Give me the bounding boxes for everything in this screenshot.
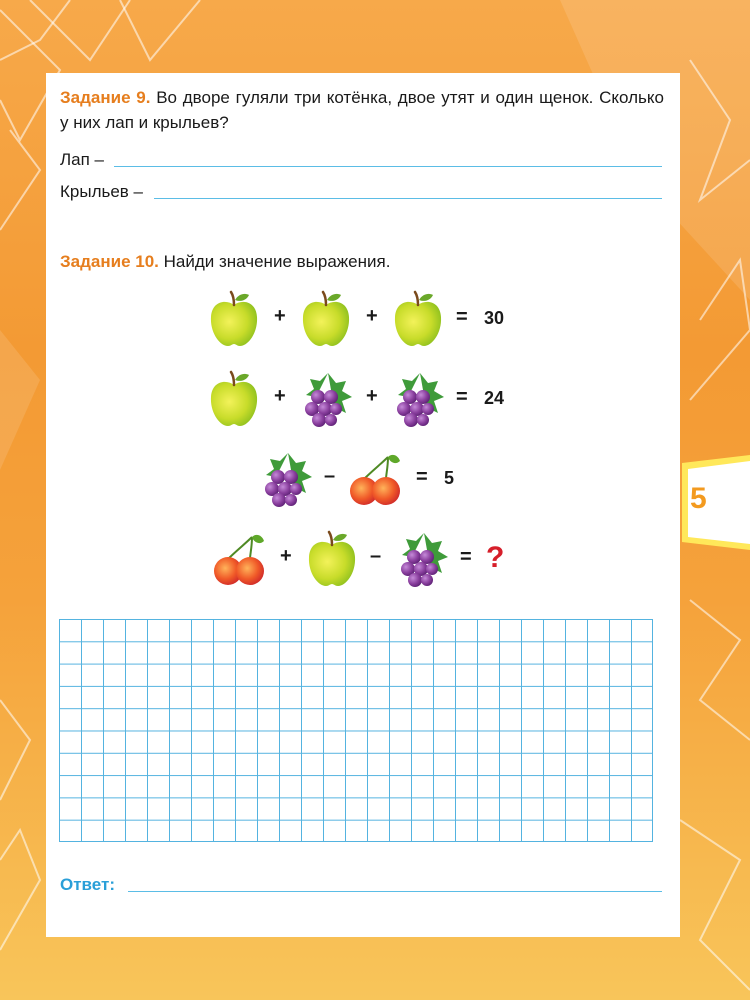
apple-icon — [206, 369, 262, 429]
calculation-grid[interactable] — [59, 619, 653, 842]
apple-icon — [206, 289, 262, 349]
task-9-title: Задание 9. — [60, 88, 151, 107]
grapes-icon — [394, 529, 450, 589]
apple-icon — [390, 289, 446, 349]
equals-sign: = — [456, 386, 468, 408]
plus-sign: + — [366, 385, 378, 407]
minus-sign: – — [324, 465, 336, 487]
grapes-icon — [390, 369, 446, 429]
equals-sign: = — [456, 306, 468, 328]
page-number: 5 — [690, 482, 707, 515]
cherries-icon — [348, 449, 404, 509]
equals-sign: = — [460, 546, 472, 568]
equation-1-result: 30 — [484, 308, 505, 328]
plus-sign: + — [366, 305, 378, 327]
wings-label: Крыльев – — [60, 182, 144, 201]
task-9 — [60, 85, 664, 135]
equation-4 — [46, 529, 680, 589]
question-mark: ? — [486, 541, 505, 574]
equation-3 — [46, 449, 680, 509]
paws-label: Лап – — [60, 150, 104, 169]
task-10 — [60, 249, 390, 274]
plus-sign: + — [280, 545, 292, 567]
worksheet-card — [46, 73, 680, 937]
equation-2 — [46, 369, 680, 429]
task-10-text: Найди значение выражения. — [158, 252, 391, 271]
grapes-icon — [258, 449, 314, 509]
plus-sign: + — [274, 305, 286, 327]
equals-sign: = — [416, 466, 428, 488]
cherries-icon — [212, 529, 268, 589]
paws-answer-line[interactable] — [114, 166, 662, 167]
answer-line[interactable] — [128, 891, 662, 892]
task-10-title: Задание 10. — [60, 252, 159, 271]
grapes-icon — [298, 369, 354, 429]
equation-2-result: 24 — [484, 388, 505, 408]
plus-sign: + — [274, 385, 286, 407]
minus-sign: – — [370, 545, 382, 567]
equation-3-result: 5 — [444, 468, 455, 488]
apple-icon — [304, 529, 360, 589]
wings-answer-line[interactable] — [154, 198, 662, 199]
equation-1 — [46, 289, 680, 349]
answer-label: Ответ: — [60, 875, 115, 894]
apple-icon — [298, 289, 354, 349]
task-9-text: Во дворе гуляли три котёнка, двое утят и один щенок. Сколько у них лап и крыльев? — [60, 88, 664, 132]
